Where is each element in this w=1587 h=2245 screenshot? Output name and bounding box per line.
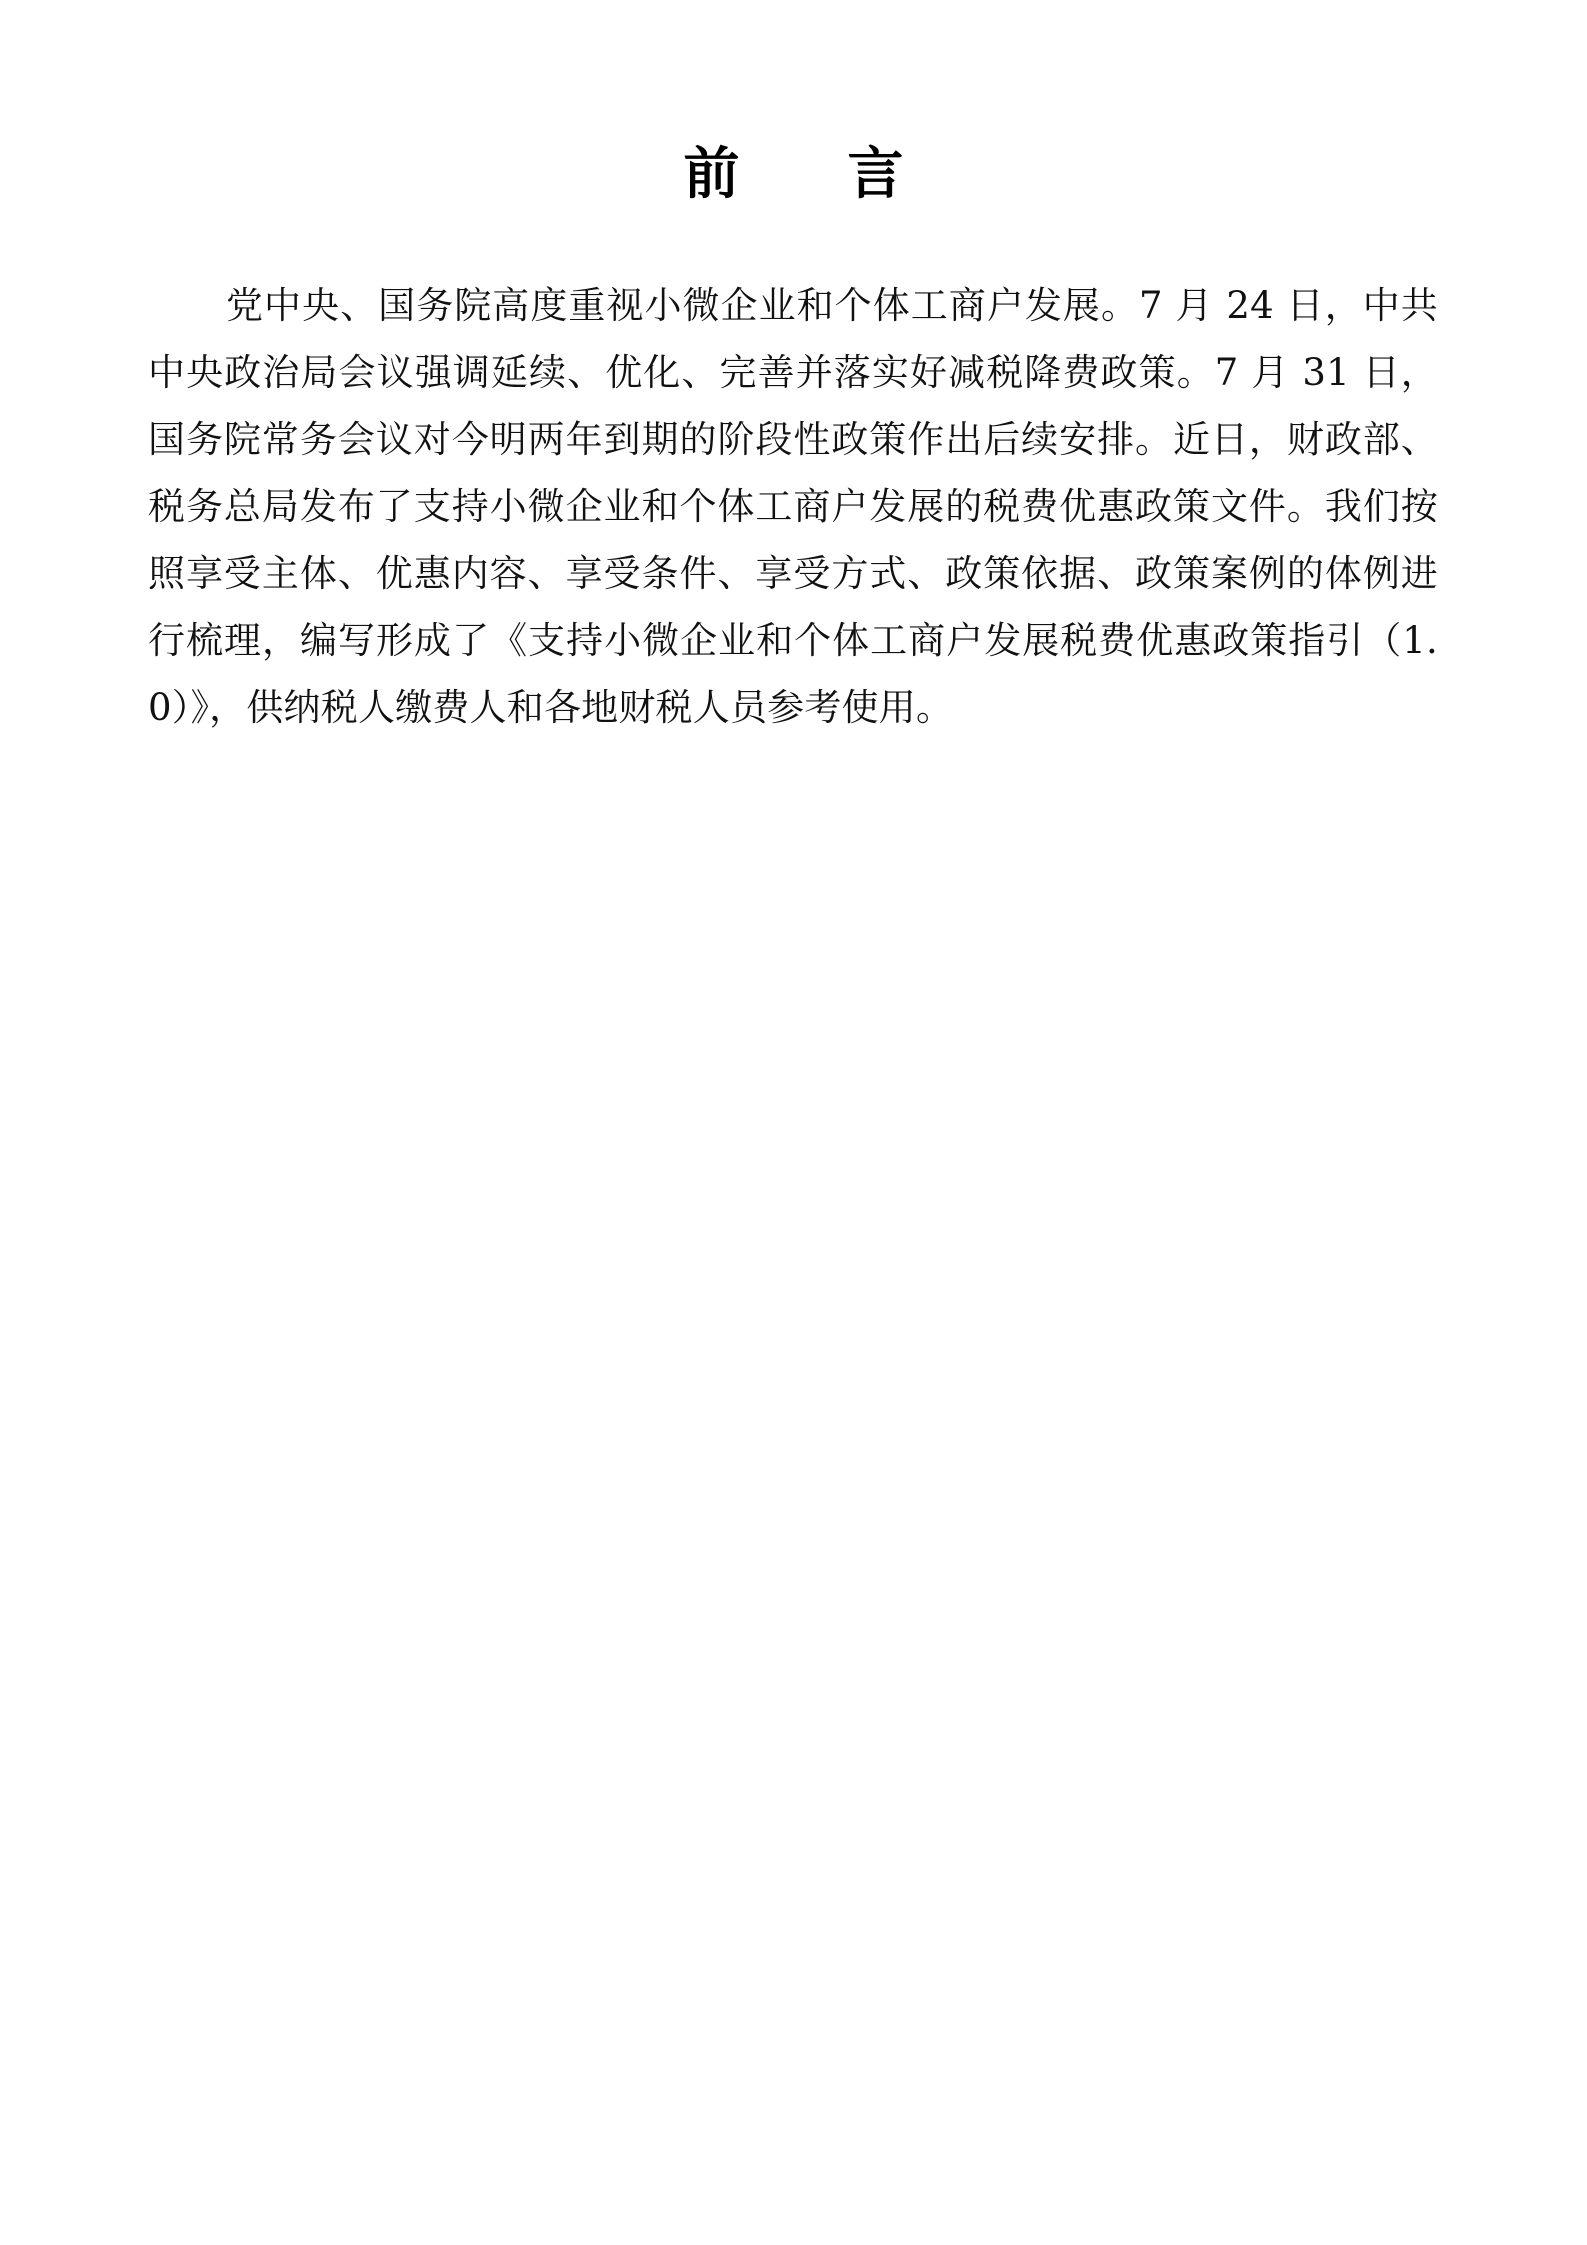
- page-title: 前 言: [683, 141, 930, 207]
- paragraph: 党中央、国务院高度重视小微企业和个体工商户发展。7 月 24 日，中共中央政治局会议强调延续、优化、完善并落实好减税降费政策。7 月 31 日，国务院常务会议对今明两年到期的阶段性政策作出后续安排。近日，财政部、税务总局发布了支持小微企业和个体工商户发展的税费优惠政策文件。我们按照享受主体、优惠内容、享受条件、享受方式、政策依据、政策案例的体例进行梳理，编写形成了《支持小微企业和个体工商户发展税费优惠政策指引（1.0）》，供纳税人缴费人和各地财税人员参考使用。: [148, 284, 1438, 729]
- document-body: [148, 272, 1438, 741]
